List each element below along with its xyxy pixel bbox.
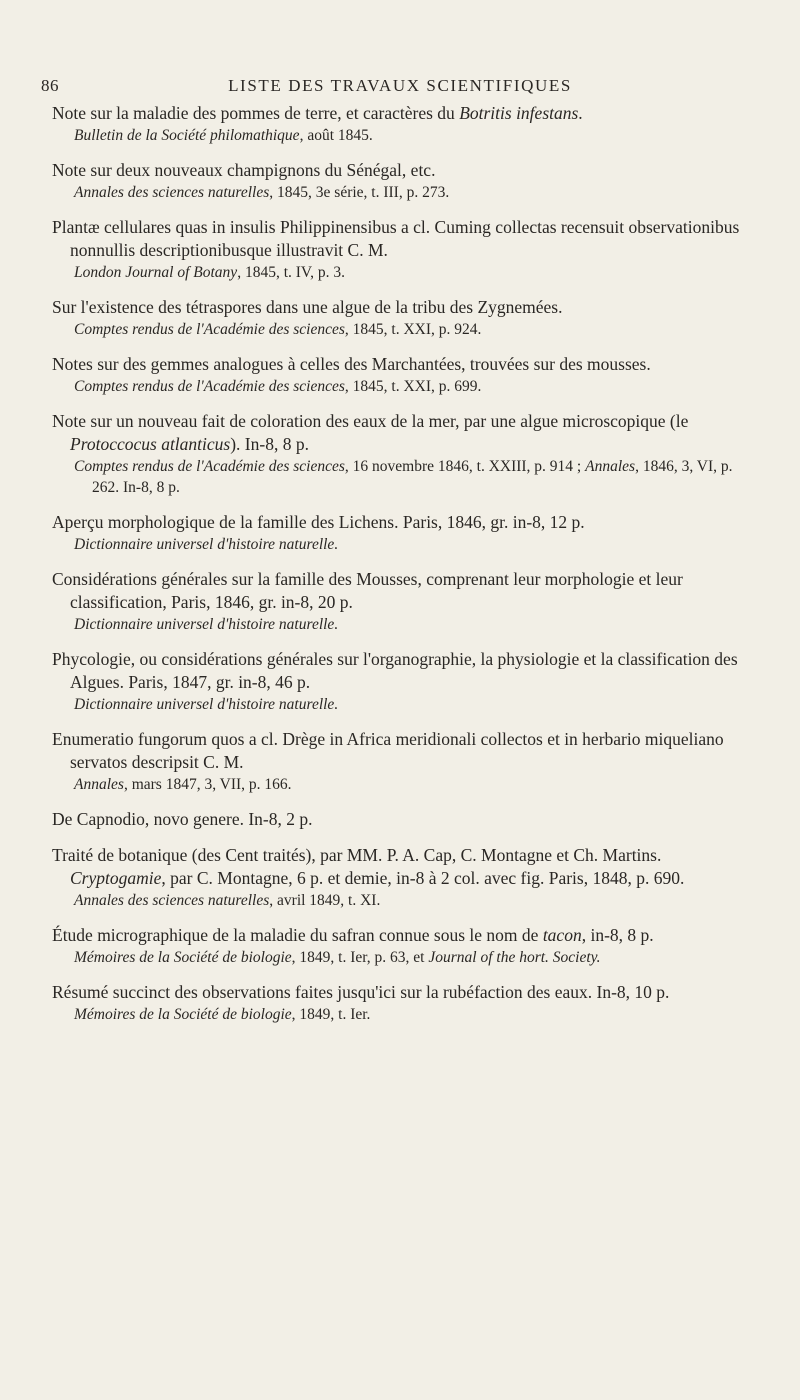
text-segment: , 1845, t. XXI, p. 699. (344, 378, 482, 395)
entry-source (52, 125, 760, 146)
entry-title (52, 410, 760, 456)
bibliography-entry (52, 102, 760, 146)
entry-title (52, 844, 760, 890)
italic-text: Comptes rendus de l'Académie des sciences (74, 321, 345, 338)
text-segment: , 1845, 3e série, t. III, p. 273. (269, 184, 450, 201)
text-segment: , 1846, 3, VI, p. 262. In-8, 8 p. (92, 458, 733, 496)
entry-title (52, 159, 760, 182)
entry-title (52, 808, 760, 831)
entry-source (52, 262, 760, 283)
italic-text: Botritis infestans (459, 103, 579, 123)
text-segment: . (578, 103, 583, 123)
italic-text: London Journal of Botany (74, 264, 238, 281)
text-segment: Phycologie, ou considérations générales sur l'organographie, la physiologie et la classification des Algues. Paris, 1847, gr. in-8, 46 p. (52, 649, 738, 692)
bibliography-entry (52, 924, 760, 968)
italic-text: tacon (542, 925, 582, 945)
page-header (0, 76, 800, 100)
bibliography-entry (52, 410, 760, 498)
italic-text: Journal of the hort. Society. (428, 949, 601, 966)
bibliography-entry (52, 511, 760, 555)
entry-title (52, 981, 760, 1004)
text-segment: , août 1845. (299, 127, 373, 144)
entry-source (52, 890, 760, 911)
entry-title (52, 568, 760, 614)
page-number: 86 (41, 76, 59, 95)
entry-source (52, 614, 760, 635)
text-segment: , par C. Montagne, 6 p. et demie, in-8 à 2 col. avec fig. Paris, 1848, p. 690. (161, 868, 685, 888)
entry-source (52, 319, 760, 340)
italic-text: Annales (585, 458, 636, 475)
text-segment: Sur l'existence des tétraspores dans une algue de la tribu des Zygnemées. (52, 297, 563, 317)
text-segment: Considérations générales sur la famille des Mousses, comprenant leur morphologie et leur classification, Paris, 1846, gr. in-8, 20 p. (52, 569, 683, 612)
bibliography-entry (52, 844, 760, 911)
bibliography-entry (52, 728, 760, 795)
bibliography-entry (52, 808, 760, 831)
entry-title (52, 102, 760, 125)
entry-source (52, 774, 760, 795)
italic-text: Dictionnaire universel d'histoire naturelle. (74, 696, 339, 713)
text-segment: Note sur un nouveau fait de coloration des eaux de la mer, par une algue microscopique (le (52, 411, 689, 431)
text-segment: , 1849, t. Ier, p. 63, et (291, 949, 429, 966)
bibliography-entry (52, 159, 760, 203)
italic-text: Annales des sciences naturelles (74, 892, 270, 909)
text-segment: ). In-8, 8 p. (230, 434, 309, 454)
entry-source (52, 456, 760, 498)
entry-title (52, 728, 760, 774)
bibliography-entry (52, 981, 760, 1025)
italic-text: Bulletin de la Société philomathique (74, 127, 300, 144)
text-segment: , in-8, 8 p. (581, 925, 654, 945)
text-segment: , mars 1847, 3, VII, p. 166. (123, 776, 292, 793)
text-segment: , avril 1849, t. XI. (269, 892, 381, 909)
italic-text: Annales des sciences naturelles (74, 184, 270, 201)
text-segment: Résumé succinct des observations faites jusqu'ici sur la rubéfaction des eaux. In-8, 10 p. (52, 982, 670, 1002)
entry-source (52, 694, 760, 715)
text-segment: Aperçu morphologique de la famille des Lichens. Paris, 1846, gr. in-8, 12 p. (52, 512, 585, 532)
bibliography-entry (52, 648, 760, 715)
entry-source (52, 1004, 760, 1025)
italic-text: Mémoires de la Société de biologie (74, 949, 292, 966)
text-segment: Plantæ cellulares quas in insulis Philippinensibus a cl. Cuming collectas recensuit observationibus nonnullis descriptionibusque illustravit C. M. (52, 217, 740, 260)
text-segment: Étude micrographique de la maladie du safran connue sous le nom de (52, 925, 543, 945)
italic-text: Dictionnaire universel d'histoire naturelle. (74, 536, 339, 553)
bibliography-list (52, 102, 760, 1038)
bibliography-entry (52, 353, 760, 397)
text-segment: , 1849, t. Ier. (291, 1006, 371, 1023)
entry-source (52, 376, 760, 397)
italic-text: Annales (74, 776, 124, 793)
entry-title (52, 924, 760, 947)
running-title: LISTE DES TRAVAUX SCIENTIFIQUES (228, 76, 572, 95)
italic-text: Comptes rendus de l'Académie des sciences (74, 458, 345, 475)
text-segment: Enumeratio fungorum quos a cl. Drège in Africa meridionali collectos et in herbario miqueliano servatos descripsit C. M. (52, 729, 724, 772)
entry-source (52, 534, 760, 555)
entry-title (52, 353, 760, 376)
entry-source (52, 947, 760, 968)
entry-title (52, 216, 760, 262)
italic-text: Comptes rendus de l'Académie des sciences (74, 378, 345, 395)
text-segment: Traité de botanique (des Cent traités), par MM. P. A. Cap, C. Montagne et Ch. Martins. (52, 845, 662, 865)
italic-text: Mémoires de la Société de biologie (74, 1006, 292, 1023)
bibliography-entry (52, 296, 760, 340)
text-segment: Note sur deux nouveaux champignons du Sénégal, etc. (52, 160, 436, 180)
text-segment: De Capnodio, novo genere. In-8, 2 p. (52, 809, 313, 829)
text-segment: , 16 novembre 1846, t. XXIII, p. 914 ; (344, 458, 586, 475)
entry-source (52, 182, 760, 203)
text-segment: Note sur la maladie des pommes de terre, et caractères du (52, 103, 460, 123)
entry-title (52, 648, 760, 694)
entry-title (52, 511, 760, 534)
italic-text: Cryptogamie (70, 868, 162, 888)
italic-text: Protoccocus atlanticus (70, 434, 231, 454)
italic-text: Dictionnaire universel d'histoire naturelle. (74, 616, 339, 633)
text-segment: , 1845, t. IV, p. 3. (237, 264, 345, 281)
text-segment: , 1845, t. XXI, p. 924. (344, 321, 482, 338)
bibliography-entry (52, 568, 760, 635)
text-segment: Notes sur des gemmes analogues à celles des Marchantées, trouvées sur des mousses. (52, 354, 651, 374)
entry-title (52, 296, 760, 319)
bibliography-entry (52, 216, 760, 283)
